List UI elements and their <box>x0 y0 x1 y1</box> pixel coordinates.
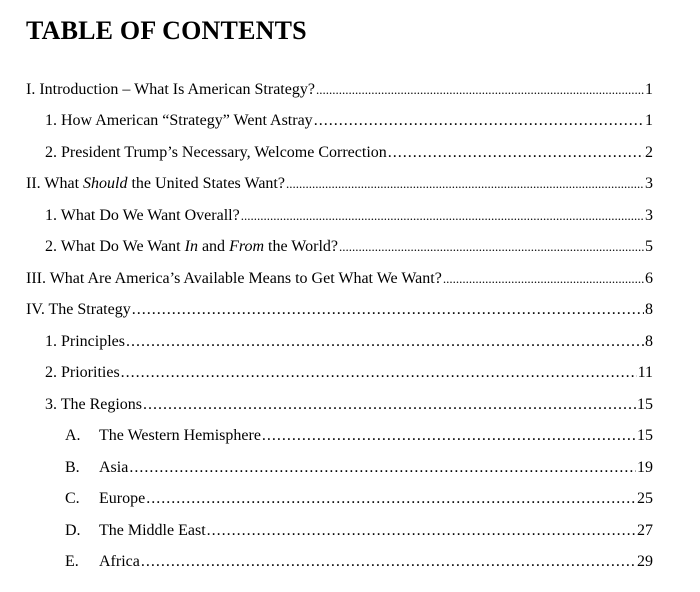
toc-page-number: 8 <box>645 301 653 318</box>
toc-page-number: 11 <box>637 364 653 381</box>
toc-page-number: 3 <box>645 175 653 192</box>
toc-entry-introduction[interactable] <box>0 74 700 106</box>
toc-entry-text: Europe <box>99 490 146 507</box>
toc-page-number: 19 <box>637 458 653 476</box>
toc-entry-letter: C. <box>65 490 80 507</box>
toc-entry-letter: B. <box>65 458 80 476</box>
toc-page-number: 15 <box>637 427 653 444</box>
toc-text-emphasis: Should <box>83 175 128 192</box>
toc-entry-text: 3. The Regions <box>45 395 143 413</box>
toc-page-number: 3 <box>645 206 653 224</box>
dot-leader <box>121 364 637 382</box>
toc-entry-middle-east[interactable] <box>0 515 700 547</box>
toc-page-number: 1 <box>645 112 653 129</box>
toc-entry-text <box>26 175 285 193</box>
toc-entry-europe[interactable] <box>0 484 700 516</box>
toc-entry-africa[interactable] <box>0 547 700 579</box>
toc-text-part: 2. What Do We Want <box>45 238 185 255</box>
dot-leader <box>126 333 644 351</box>
toc-entry-text: Asia <box>99 458 129 476</box>
toc-entry-text: The Middle East <box>99 521 206 539</box>
page-title: TABLE OF CONTENTS <box>26 16 307 45</box>
dot-leader <box>262 427 636 445</box>
toc-entry-the-strategy[interactable] <box>0 295 700 327</box>
table-of-contents <box>0 74 700 578</box>
toc-entry-principles[interactable] <box>0 326 700 358</box>
toc-entry-text: IV. The Strategy <box>26 301 131 318</box>
toc-entry-text: I. Introduction – What Is American Strategy? <box>26 80 315 98</box>
toc-entry-strategy-went-astray[interactable] <box>0 106 700 138</box>
dot-leader <box>316 82 644 98</box>
toc-page-number: 8 <box>645 332 653 350</box>
toc-text-part: the United States Want? <box>127 175 285 192</box>
toc-entry-text: 2. Priorities <box>45 364 120 381</box>
toc-entry-text: 1. How American “Strategy” Went Astray <box>45 112 313 129</box>
toc-entry-what-should-us-want[interactable] <box>0 169 700 201</box>
toc-text-emphasis: In <box>184 238 198 255</box>
toc-entry-asia[interactable] <box>0 452 700 484</box>
dot-leader <box>286 176 644 192</box>
toc-entry-want-in-from-world[interactable] <box>0 232 700 264</box>
toc-page-number: 6 <box>645 269 653 287</box>
toc-page-number: 25 <box>637 490 653 507</box>
toc-entry-text: 2. President Trump’s Necessary, Welcome Correction <box>45 143 387 161</box>
dot-leader <box>241 208 644 224</box>
toc-entry-available-means[interactable] <box>0 263 700 295</box>
toc-entry-the-regions[interactable] <box>0 389 700 421</box>
toc-entry-letter: E. <box>65 553 79 570</box>
toc-page-number: 29 <box>637 553 653 570</box>
toc-entry-letter: A. <box>65 427 81 444</box>
toc-entry-text: Africa <box>99 553 140 570</box>
dot-leader <box>141 553 636 571</box>
toc-page-number: 2 <box>645 143 653 161</box>
toc-page-number: 15 <box>637 395 653 413</box>
toc-entry-text: The Western Hemisphere <box>99 427 261 444</box>
dot-leader <box>129 459 636 477</box>
toc-entry-text: 1. What Do We Want Overall? <box>45 206 240 224</box>
toc-page-number: 5 <box>645 238 653 255</box>
toc-entry-trump-correction[interactable] <box>0 137 700 169</box>
toc-entry-text: 1. Principles <box>45 332 125 350</box>
toc-text-part: and <box>197 238 230 255</box>
dot-leader <box>388 144 644 162</box>
toc-text-emphasis: From <box>229 238 265 255</box>
dot-leader <box>143 396 636 414</box>
toc-entry-text <box>45 238 338 256</box>
toc-entry-western-hemisphere[interactable] <box>0 421 700 453</box>
toc-page-number: 1 <box>645 80 653 98</box>
dot-leader <box>314 112 644 130</box>
toc-text-part: the World? <box>264 238 338 255</box>
dot-leader <box>443 271 644 287</box>
dot-leader <box>207 522 636 540</box>
dot-leader <box>132 301 644 319</box>
dot-leader <box>146 490 636 508</box>
toc-entry-text: III. What Are America’s Available Means to Get What We Want? <box>26 269 442 287</box>
toc-entry-want-overall[interactable] <box>0 200 700 232</box>
dot-leader <box>339 239 644 255</box>
toc-page-number: 27 <box>637 521 653 539</box>
toc-entry-priorities[interactable] <box>0 358 700 390</box>
toc-entry-letter: D. <box>65 521 81 539</box>
toc-text-part: II. What <box>26 175 84 192</box>
